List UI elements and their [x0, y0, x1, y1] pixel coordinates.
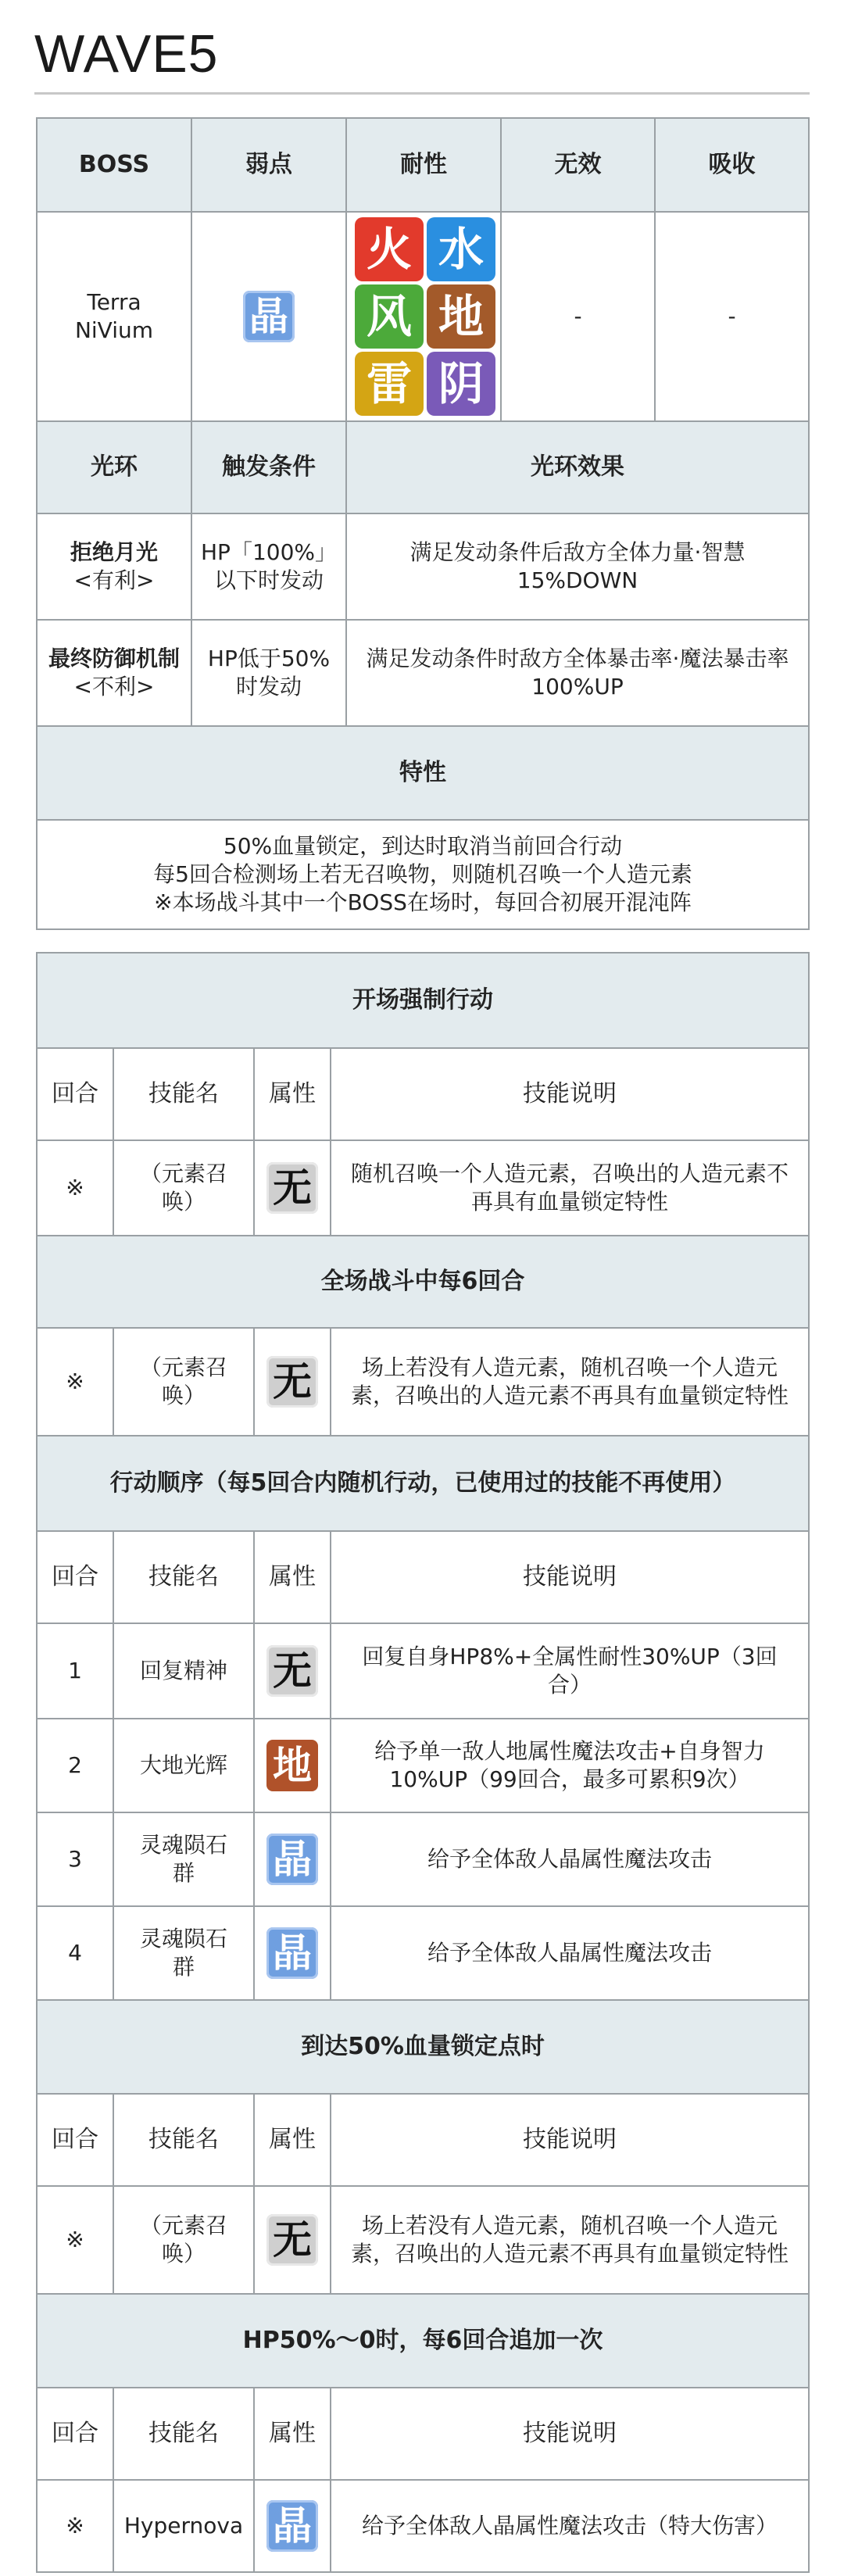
skill-desc: 给予单一敌人地属性魔法攻击+自身智力10%UP（99回合，最多可累积9次） — [331, 1719, 809, 1812]
attr-cell — [254, 2480, 331, 2572]
turn: 4 — [37, 1906, 113, 2000]
col-header-skill: 技能名 — [113, 1531, 254, 1623]
skill-desc: 给予全体敌人晶属性魔法攻击 — [331, 1812, 809, 1906]
skill-desc: 给予全体敌人晶属性魔法攻击 — [331, 1906, 809, 2000]
water-element-icon: 水 — [427, 217, 495, 281]
skill-name: （元素召唤） — [113, 1140, 254, 1236]
turn: ※ — [37, 1328, 113, 1436]
section-title: 全场战斗中每6回合 — [37, 1236, 809, 1328]
skill-name: 回复精神 — [113, 1623, 254, 1719]
header-weakness: 弱点 — [191, 118, 346, 212]
aura-name-cell — [37, 513, 191, 620]
dark-element-icon: 阴 — [427, 352, 495, 416]
crystal-element-icon: 晶 — [266, 1927, 318, 1979]
col-header-attr: 属性 — [254, 1531, 331, 1623]
attr-cell — [254, 1140, 331, 1236]
col-header-desc: 技能说明 — [331, 2388, 809, 2480]
skill-name: Hypernova — [113, 2480, 254, 2572]
col-header-skill: 技能名 — [113, 2094, 254, 2186]
col-header-attr: 属性 — [254, 2094, 331, 2186]
turn: 2 — [37, 1719, 113, 1812]
aura-name-cell — [37, 620, 191, 726]
trait-line: 每5回合检测场上若无召唤物，则随机召唤一个人造元素 — [153, 861, 692, 887]
resist-cell — [346, 212, 501, 421]
page-title: WAVE5 — [34, 24, 219, 84]
thunder-element-icon: 雷 — [355, 352, 424, 416]
attr-cell — [254, 1906, 331, 2000]
header-absorb: 吸收 — [655, 118, 809, 212]
skill-name: 灵魂陨石群 — [113, 1812, 254, 1906]
attr-cell — [254, 1623, 331, 1719]
fire-element-icon: 火 — [355, 217, 424, 281]
none-element-icon: 无 — [266, 1645, 318, 1697]
header-traits: 特性 — [37, 726, 809, 820]
none-element-icon: 无 — [266, 1356, 318, 1408]
earth-element-icon: 地 — [427, 284, 495, 349]
attr-cell — [254, 2186, 331, 2294]
col-header-turn: 回合 — [37, 2388, 113, 2480]
aura-name: 最终防御机制 — [48, 646, 180, 671]
aura-tag: <有利> — [73, 567, 155, 593]
col-header-desc: 技能说明 — [331, 2094, 809, 2186]
col-header-desc: 技能说明 — [331, 1531, 809, 1623]
header-boss: BOSS — [37, 118, 191, 212]
turn: 3 — [37, 1812, 113, 1906]
title-divider — [34, 92, 810, 95]
crystal-element-icon: 晶 — [266, 2500, 318, 2552]
crystal-element-icon: 晶 — [243, 291, 295, 342]
skill-desc: 回复自身HP8%+全属性耐性30%UP（3回合） — [331, 1623, 809, 1719]
section-title: 开场强制行动 — [37, 953, 809, 1048]
aura-tag: <不利> — [73, 674, 155, 699]
aura-name: 拒绝月光 — [70, 539, 158, 565]
traits-cell — [37, 820, 809, 929]
invalid-value: - — [501, 212, 655, 421]
col-header-turn: 回合 — [37, 1531, 113, 1623]
skill-desc: 给予全体敌人晶属性魔法攻击（特大伤害） — [331, 2480, 809, 2572]
earth-element-icon: 地 — [266, 1740, 318, 1791]
absorb-value: - — [655, 212, 809, 421]
boss-table — [36, 117, 810, 930]
trait-line: 50%血量锁定，到达时取消当前回合行动 — [223, 833, 623, 859]
section-title: 行动顺序（每5回合内随机行动，已使用过的技能不再使用） — [37, 1436, 809, 1531]
trait-line: ※本场战斗其中一个BOSS在场时，每回合初展开混沌阵 — [154, 889, 692, 915]
skill-desc: 场上若没有人造元素，随机召唤一个人造元素，召唤出的人造元素不再具有血量锁定特性 — [331, 1328, 809, 1436]
turn: ※ — [37, 1140, 113, 1236]
turn: 1 — [37, 1623, 113, 1719]
section-title: 到达50%血量锁定点时 — [37, 2000, 809, 2094]
aura-condition: HP「100%」以下时发动 — [191, 513, 346, 620]
turn: ※ — [37, 2186, 113, 2294]
aura-effect: 满足发动条件后敌方全体力量·智慧15%DOWN — [346, 513, 809, 620]
col-header-turn: 回合 — [37, 2094, 113, 2186]
col-header-attr: 属性 — [254, 2388, 331, 2480]
attr-cell — [254, 1328, 331, 1436]
crystal-element-icon: 晶 — [266, 1834, 318, 1885]
none-element-icon: 无 — [266, 1162, 318, 1214]
resist-icons — [355, 217, 495, 416]
header-trigger: 触发条件 — [191, 421, 346, 513]
skill-name: 大地光辉 — [113, 1719, 254, 1812]
attr-cell — [254, 1812, 331, 1906]
header-resist: 耐性 — [346, 118, 501, 212]
header-aura: 光环 — [37, 421, 191, 513]
skill-name: （元素召唤） — [113, 2186, 254, 2294]
aura-effect: 满足发动条件时敌方全体暴击率·魔法暴击率100%UP — [346, 620, 809, 726]
attr-cell — [254, 1719, 331, 1812]
weakness-cell — [191, 212, 346, 421]
section-title: HP50%～0时，每6回合追加一次 — [37, 2294, 809, 2388]
header-aura-effect: 光环效果 — [346, 421, 809, 513]
turn: ※ — [37, 2480, 113, 2572]
boss-name: Terra NiVium — [37, 212, 191, 421]
aura-condition: HP低于50%时发动 — [191, 620, 346, 726]
skill-desc: 随机召唤一个人造元素，召唤出的人造元素不再具有血量锁定特性 — [331, 1140, 809, 1236]
header-invalid: 无效 — [501, 118, 655, 212]
wind-element-icon: 风 — [355, 284, 424, 349]
col-header-attr: 属性 — [254, 1048, 331, 1140]
col-header-desc: 技能说明 — [331, 1048, 809, 1140]
none-element-icon: 无 — [266, 2214, 318, 2266]
skill-desc: 场上若没有人造元素，随机召唤一个人造元素，召唤出的人造元素不再具有血量锁定特性 — [331, 2186, 809, 2294]
skill-name: 灵魂陨石群 — [113, 1906, 254, 2000]
col-header-turn: 回合 — [37, 1048, 113, 1140]
col-header-skill: 技能名 — [113, 2388, 254, 2480]
action-table — [36, 952, 810, 2573]
col-header-skill: 技能名 — [113, 1048, 254, 1140]
skill-name: （元素召唤） — [113, 1328, 254, 1436]
